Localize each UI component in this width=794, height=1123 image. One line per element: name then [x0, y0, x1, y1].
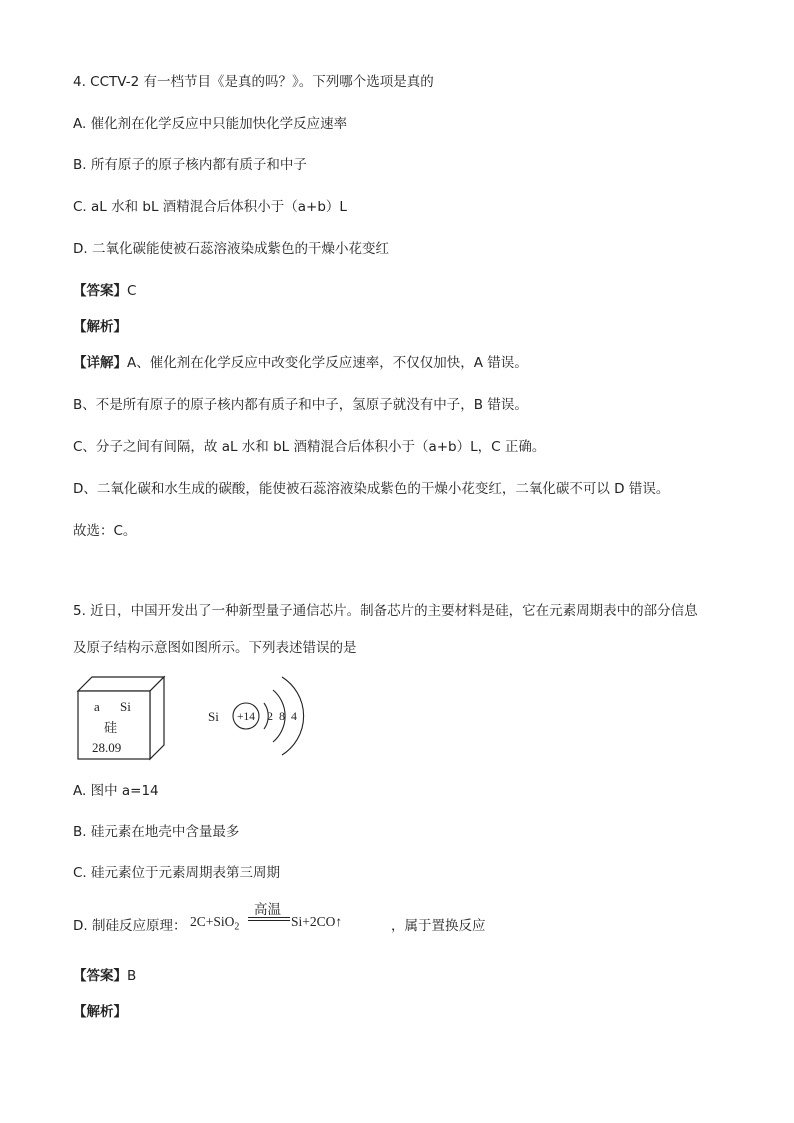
- element-symbol: Si: [120, 699, 131, 714]
- answer-value: B: [127, 968, 137, 984]
- shell-electrons-2: 8: [279, 709, 285, 723]
- shell-electrons-3: 4: [291, 709, 297, 723]
- q4-explanation-d: D、二氧化碳和水生成的碳酸，能使被石蕊溶液染成紫色的干燥小花变红，二氧化碳不可以 D 错误。: [73, 481, 670, 497]
- element-number-label: a: [94, 699, 100, 714]
- detail-tag: 【详解】: [73, 355, 127, 371]
- shell-electrons-1: 2: [267, 709, 273, 723]
- element-mass: 28.09: [92, 740, 122, 755]
- q4-conclusion: 故选：C。: [73, 523, 137, 539]
- q4-explanation-a: 【详解】A、催化剂在化学反应中改变化学反应速率，不仅仅加快，A 错误。: [73, 355, 528, 371]
- q4-explanation-c: C、分子之间有间隔，故 aL 水和 bL 酒精混合后体积小于（a+b）L，C 正确。: [73, 439, 546, 455]
- element-card: [74, 673, 174, 763]
- q4-option-c: C. aL 水和 bL 酒精混合后体积小于（a+b）L: [73, 199, 347, 215]
- option-d-label: D. 制硅反应原理：: [73, 918, 187, 934]
- q4-stem: 4. CCTV-2 有一档节目《是真的吗？》。下列哪个选项是真的: [73, 74, 434, 90]
- element-name: 硅: [104, 721, 118, 736]
- atom-nucleus: +14: [237, 711, 255, 723]
- q5-option-c: C. 硅元素位于元素周期表第三周期: [73, 865, 281, 881]
- reaction-type: ，属于置换反应: [391, 918, 486, 934]
- q4-analysis-tag: 【解析】: [73, 319, 127, 335]
- q4-explanation-b: B、不是所有原子的原子核内都有质子和中子，氢原子就没有中子，B 错误。: [73, 397, 528, 413]
- reaction-reactants: 2C+SiO$_2$: [190, 914, 240, 933]
- equal-sign-bottom: [248, 920, 290, 921]
- q5-stem-line2: 及原子结构示意图如图所示。下列表述错误的是: [73, 640, 357, 656]
- q5-stem-line1: 5. 近日，中国开发出了一种新型量子通信芯片。制备芯片的主要材料是硅，它在元素周期表中的部分信息: [73, 603, 698, 619]
- atom-structure-diagram: [206, 668, 316, 764]
- equal-sign-top: [248, 917, 290, 918]
- q5-option-a: A. 图中 a=14: [73, 783, 159, 799]
- reaction-condition: 高温: [254, 902, 281, 918]
- answer-tag: 【答案】: [73, 968, 127, 984]
- q4-option-b: B. 所有原子的原子核内都有质子和中子: [73, 157, 307, 173]
- q4-answer: [73, 281, 136, 301]
- answer-value: C: [127, 283, 137, 299]
- atom-symbol: Si: [208, 709, 219, 724]
- q5-answer: [73, 966, 136, 986]
- reaction-products: Si+2CO↑: [291, 914, 343, 929]
- q4-option-a: A. 催化剂在化学反应中只能加快化学反应速率: [73, 116, 348, 132]
- q5-analysis-tag: 【解析】: [73, 1004, 127, 1020]
- answer-tag: 【答案】: [73, 283, 127, 299]
- q5-option-b: B. 硅元素在地壳中含量最多: [73, 824, 240, 840]
- q4-option-d: D. 二氧化碳能使被石蕊溶液染成紫色的干燥小花变红: [73, 241, 389, 257]
